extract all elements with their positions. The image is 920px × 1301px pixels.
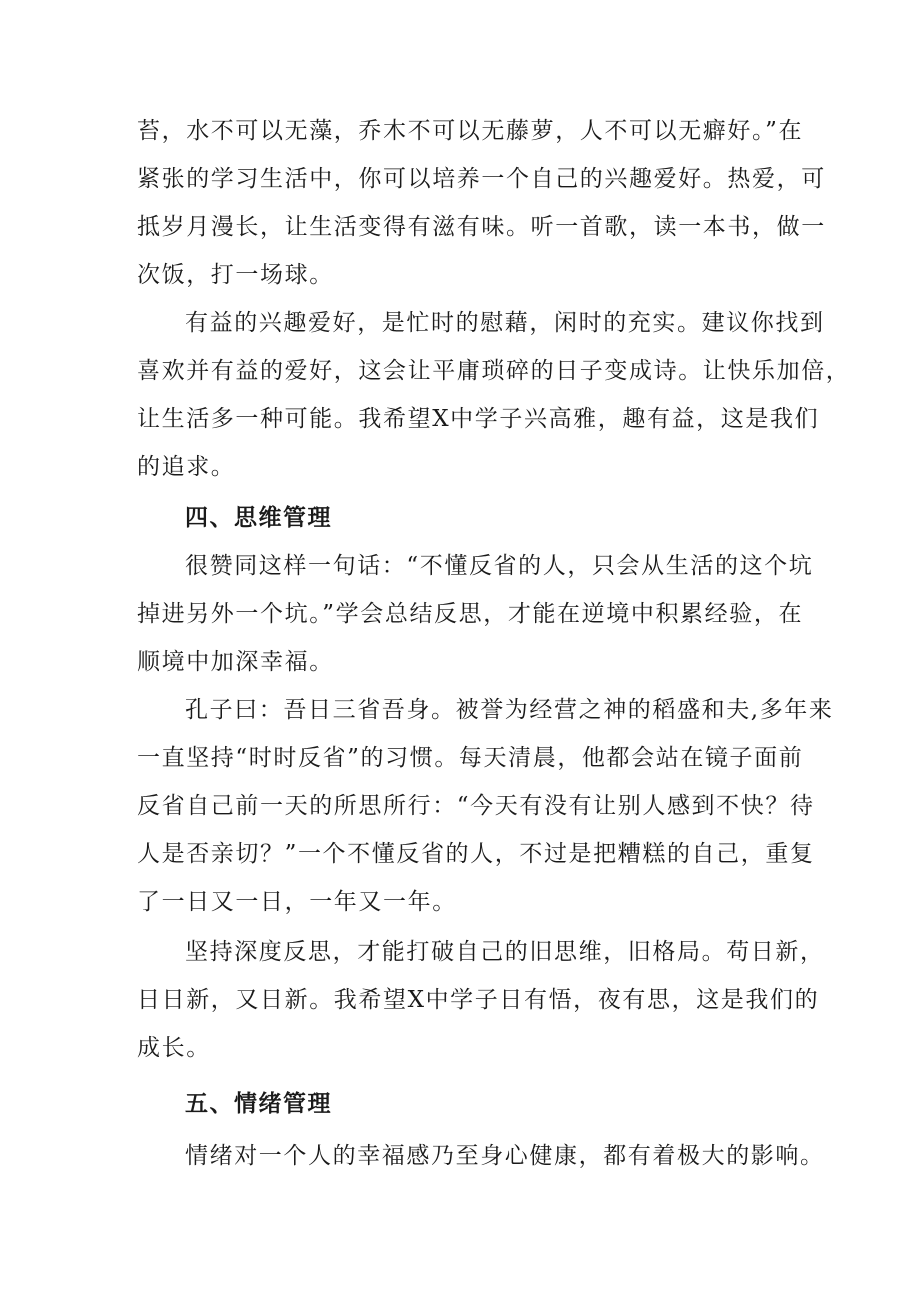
- paragraph-line: 的追求。: [137, 454, 236, 480]
- paragraph-line: 让生活多一种可能。我希望X中学子兴高雅，趣有益，这是我们: [137, 406, 820, 432]
- paragraph-line: 很赞同这样一句话：“不懂反省的人，只会从生活的这个坑: [185, 553, 814, 579]
- paragraph-line: 坚持深度反思，才能打破自己的旧思维，旧格局。苟日新，: [185, 939, 825, 965]
- paragraph-line: 苔，水不可以无藻，乔木不可以无藤萝，人不可以无癖好。”在: [137, 118, 804, 144]
- section-heading-thinking: 四、思维管理: [185, 505, 332, 531]
- paragraph-line: 有益的兴趣爱好，是忙时的慰藉，闲时的充实。建议你找到: [185, 310, 825, 336]
- paragraph-line: 抵岁月漫长，让生活变得有滋有味。听一首歌，读一本书，做一: [137, 214, 826, 240]
- paragraph-line: 成长。: [137, 1035, 211, 1061]
- paragraph-line: 情绪对一个人的幸福感乃至身心健康，都有着极大的影响。: [185, 1143, 825, 1169]
- paragraph-line: 掉进另外一个坑。”学会总结反思，才能在逆境中积累经验，在: [137, 601, 804, 627]
- paragraph-line: 一直坚持“时时反省”的习惯。每天清晨，他都会站在镜子面前: [137, 745, 804, 771]
- section-heading-emotion: 五、情绪管理: [185, 1091, 332, 1117]
- paragraph-line: 日日新，又日新。我希望X中学子日有悟，夜有思，这是我们的: [137, 987, 820, 1013]
- paragraph-line: 了一日又一日，一年又一年。: [137, 889, 457, 915]
- paragraph-line: 反省自己前一天的所思所行：“今天有没有让别人感到不快？待: [137, 793, 815, 819]
- paragraph-line: 次饭，打一场球。: [137, 262, 334, 288]
- paragraph-line: 喜欢并有益的爱好，这会让平庸琐碎的日子变成诗。让快乐加倍，: [137, 358, 851, 384]
- paragraph-line: 顺境中加深幸福。: [137, 649, 334, 675]
- paragraph-line: 紧张的学习生活中，你可以培养一个自己的兴趣爱好。热爱，可: [137, 166, 826, 192]
- paragraph-line: 人是否亲切？”一个不懂反省的人，不过是把糟糕的自己，重复: [137, 841, 815, 867]
- paragraph-line: 孔子曰：吾日三省吾身。被誉为经营之神的稻盛和夫,多年来: [185, 697, 834, 723]
